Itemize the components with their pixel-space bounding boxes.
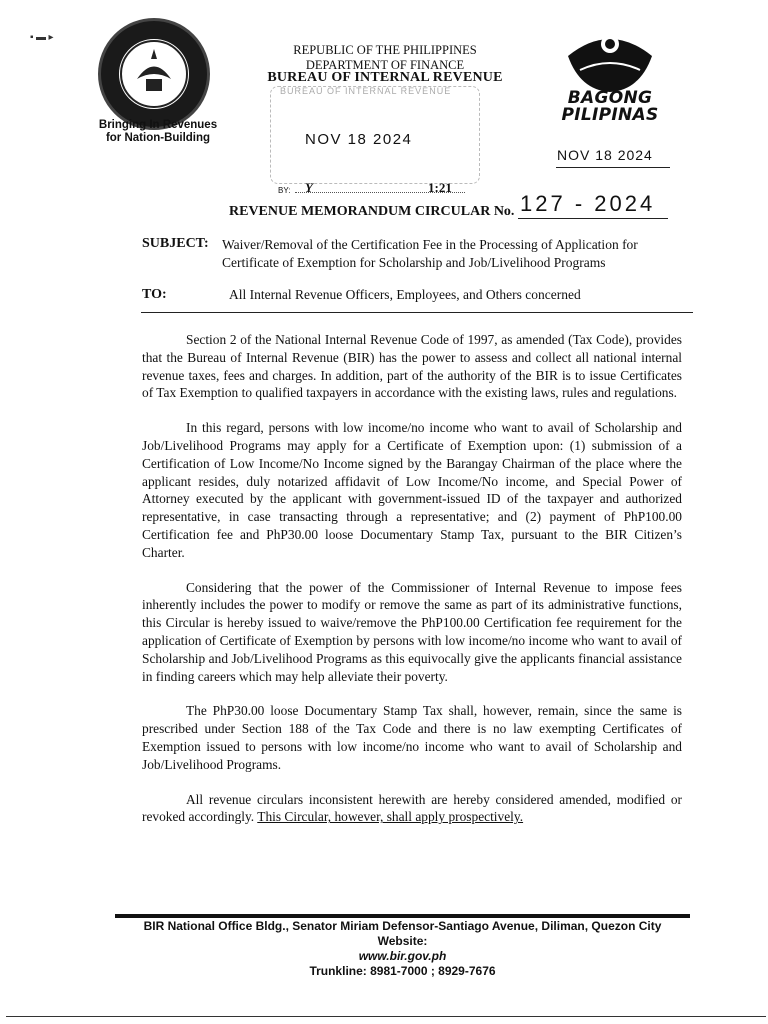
page-bottom-edge [6, 1016, 766, 1017]
issue-date-underline [556, 167, 670, 168]
header-divider [141, 312, 693, 313]
bagong-pilipinas-logo-icon [560, 26, 660, 92]
department-heading: DEPARTMENT OF FINANCE [305, 58, 465, 72]
rmc-label: REVENUE MEMORANDUM CIRCULAR No. [229, 204, 515, 219]
body-paragraph: Considering that the power of the Commissioner of Internal Revenue to impose fees inherently includes the power to modify or remove the same as part of its administrative functions, this Circular is hereby issued to waive/remove the PhP100.00 Certification fee requirement for the application of Certificate of Exemption by persons with low income/no income who want to avail of Scholarship and Job/Livelihood Programs as this equivocally give the applicants financial assistance in finding careers which may help alleviate their poverty. [142, 579, 682, 684]
footer-divider [115, 914, 690, 918]
seal-emblem-icon [119, 39, 189, 109]
subject-label: SUBJECT: [142, 236, 209, 251]
bagong-pilipinas-wordmark [550, 90, 670, 124]
footer-website [120, 934, 685, 964]
footer-trunkline: Trunkline: 8981-7000 ; 8929-7676 [309, 964, 496, 978]
bir-motto [88, 119, 228, 145]
rmc-number-underline [518, 218, 668, 219]
to-label: TO: [142, 287, 167, 302]
subject-text: Waiver/Removal of the Certification Fee in the Processing of Application for Certificate of Exemption for Scholarship and Job/Livelihood Programs [222, 237, 638, 270]
rmc-number: 127 - 2024 [520, 191, 656, 216]
stamp-signature-initial: Y [305, 180, 313, 195]
stamp-faint-text: BUREAU OF INTERNAL REVENUE [280, 86, 452, 96]
bir-seal-logo [98, 18, 210, 130]
to-text: All Internal Revenue Officers, Employees, and Others concerned [229, 287, 581, 302]
scan-speck: ▪ ▬ ▸ [30, 32, 54, 43]
wordmark-line: PILIPINAS [561, 105, 659, 125]
footer [120, 919, 685, 979]
body-paragraph: Section 2 of the National Internal Revenue Code of 1997, as amended (Tax Code), provides that the Bureau of Internal Revenue (BIR) has the power to assess and collect all national internal revenue taxes, fees and charges. In addition, part of the authority of the BIR is to issue Certificates of Tax Exemption to qualified taxpayers in accordance with the existing laws, rules and regulations. [142, 332, 682, 401]
website-link[interactable]: www.bir.gov.ph [358, 949, 447, 963]
bureau-heading: BUREAU OF INTERNAL REVENUE [267, 70, 503, 85]
circular-body [142, 331, 682, 843]
body-paragraph: The PhP30.00 loose Documentary Stamp Tax shall, however, remain, since the same is prescribed under Section 188 of the Tax Code and there is no law exempting Certificates of Exemption issued to persons with low income/no income who want to avail of Scholarship and Job/Livelihood Programs. [142, 703, 682, 772]
body-text: All revenue circulars inconsistent herewith are hereby considered amended, modified or revoked accordingly. [142, 791, 682, 825]
stamp-signature-time: 1:21 [428, 180, 452, 195]
footer-address: BIR National Office Bldg., Senator Miriam Defensor-Santiago Avenue, Diliman, Quezon City [143, 919, 662, 933]
wordmark-line: BAGONG [567, 88, 653, 108]
website-label: Website: [377, 934, 428, 948]
stamp-by-label: BY: [278, 186, 291, 195]
body-paragraph [142, 791, 682, 827]
stamp-date: NOV 18 2024 [305, 131, 413, 148]
issue-date: NOV 18 2024 [557, 147, 653, 163]
motto-line: Bringing In Revenues [98, 119, 218, 131]
body-underlined-text: This Circular, however, shall apply prospectively. [257, 809, 524, 825]
body-paragraph: In this regard, persons with low income/no income who want to avail of Scholarship and Job/Livelihood Programs may apply for a Certificate of Exemption upon: (1) submission of a Certification of Low Income/No Income signed by the Barangay Chairman of the place where the applicant resides, duly notarized affidavit of Low Income/No income, and Special Power of Attorney executed by the applicant with government-issued ID of the taxpayer and authorized representative, in case transacting through a representative; and (2) payment of PhP100.00 Certification fee and PhP30.00 loose Documentary Stamp Tax, pursuant to the BIR Citizen’s Charter. [142, 420, 682, 560]
motto-line: for Nation-Building [105, 132, 211, 144]
republic-heading: REPUBLIC OF THE PHILIPPINES [293, 43, 477, 57]
